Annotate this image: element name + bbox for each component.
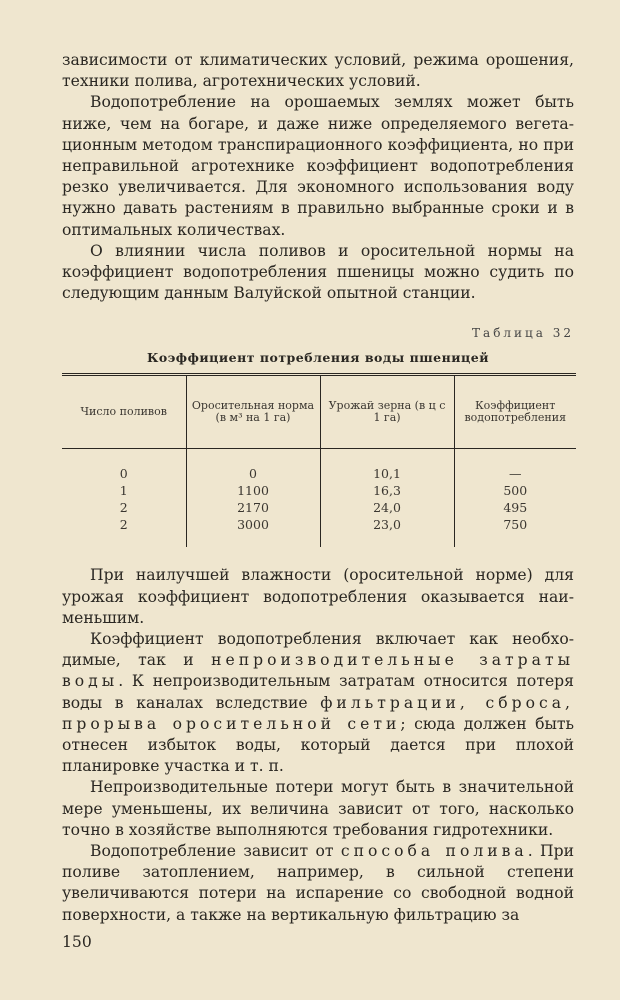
emphasis-irrigation-method: способа полива: [340, 842, 528, 861]
cell-grain-yield: 10,1: [320, 449, 454, 483]
paragraph-7: [62, 841, 574, 926]
table-header-row: [62, 375, 576, 449]
cell-irrigation-norm: 3000: [186, 516, 320, 547]
cell-irrigation-norm: 0: [186, 449, 320, 483]
cell-irrigation-norm: 2170: [186, 499, 320, 516]
cell-grain-yield: 23,0: [320, 516, 454, 547]
cell-water-coefficient: 500: [454, 482, 576, 499]
cell-grain-yield: 24,0: [320, 499, 454, 516]
cell-irrigation-count: 2: [119, 500, 128, 516]
paragraph-6: Непроизводительные потери могут быть в значительной мере уменьшены, их величина зависит от того, насколько точно в хозяйстве выполняются требования гидротехники.: [62, 778, 574, 839]
table-row: [62, 516, 576, 547]
cell-water-coefficient: —: [454, 449, 576, 483]
page-number: 150: [62, 933, 92, 951]
paragraph-7-text-a: Водопотребление зависит от: [90, 842, 341, 861]
emphasis-unproductive-losses: непроизводительные затраты воды: [62, 651, 575, 691]
emphasis-filtration: фильтрации, сброса, прорыва оросительной сети: [62, 693, 574, 733]
cell-irrigation-count: 0: [119, 466, 128, 482]
cell-irrigation-count: 1: [119, 483, 128, 499]
paragraph-2: Водопотребление на орошаемых землях может быть ниже, чем на богаре, и даже ниже определяемого вегетационным методом транспирационного коэффициента, но при неправильной агротехнике коэффициент водопотребления резко увеличивается. Для экономного использования воду нужно давать растениям в правильно выбранные сроки и в оптимальных количествах.: [62, 93, 574, 239]
header-irrigation-norm: Оросительная норма (в м³ на 1 га): [186, 375, 320, 449]
table-title: Коэффициент потребления воды пшеницей: [146, 350, 490, 366]
paragraph-5: [62, 629, 574, 777]
paragraph-7-text-c: . При поливе затоплением, например, в сильной степени увеличиваются потери на испарение со свободной водной поверхности, а также на вертикальную фильтрацию за: [62, 842, 575, 924]
header-irrigation-count: Число поливов: [62, 375, 186, 449]
cell-water-coefficient: 495: [454, 499, 576, 516]
paragraph-5-text-e: ; сюда должен быть отнесен избыток воды, который дается при плохой планировке участка и т. п.: [62, 714, 574, 776]
paragraph-4: При наилучшей влажности (оросительной норме) для урожая коэффициент водопотребления оказывается наименьшим.: [62, 566, 574, 627]
cell-irrigation-count: 2: [119, 517, 128, 533]
paragraph-1: зависимости от климатических условий, режима орошения, техники полива, агротехнических условий.: [62, 51, 574, 91]
table-row: [62, 482, 576, 499]
table-row: [62, 499, 576, 516]
table-number: Таблица 32: [472, 326, 574, 341]
paragraph-3: О влиянии числа поливов и оросительной нормы на коэффициент водопотребления пшеницы можно судить по следующим данным Валуйской опытной станции.: [62, 241, 574, 303]
cell-irrigation-norm: 1100: [186, 482, 320, 499]
header-grain-yield: Урожай зерна (в ц с 1 га): [320, 375, 454, 449]
header-water-coefficient: Коэффициент водопотребления: [454, 375, 576, 449]
cell-water-coefficient: 750: [454, 516, 576, 547]
table-row: [62, 449, 576, 483]
water-consumption-table: [62, 373, 576, 547]
cell-grain-yield: 16,3: [320, 482, 454, 499]
paragraph-5-text-a: Коэффициент водопотребления включает как необходимые, так и: [62, 630, 574, 670]
paragraph-5-text-c: . К непроизводительным затратам относится потеря воды в каналах вследствие: [62, 672, 574, 712]
